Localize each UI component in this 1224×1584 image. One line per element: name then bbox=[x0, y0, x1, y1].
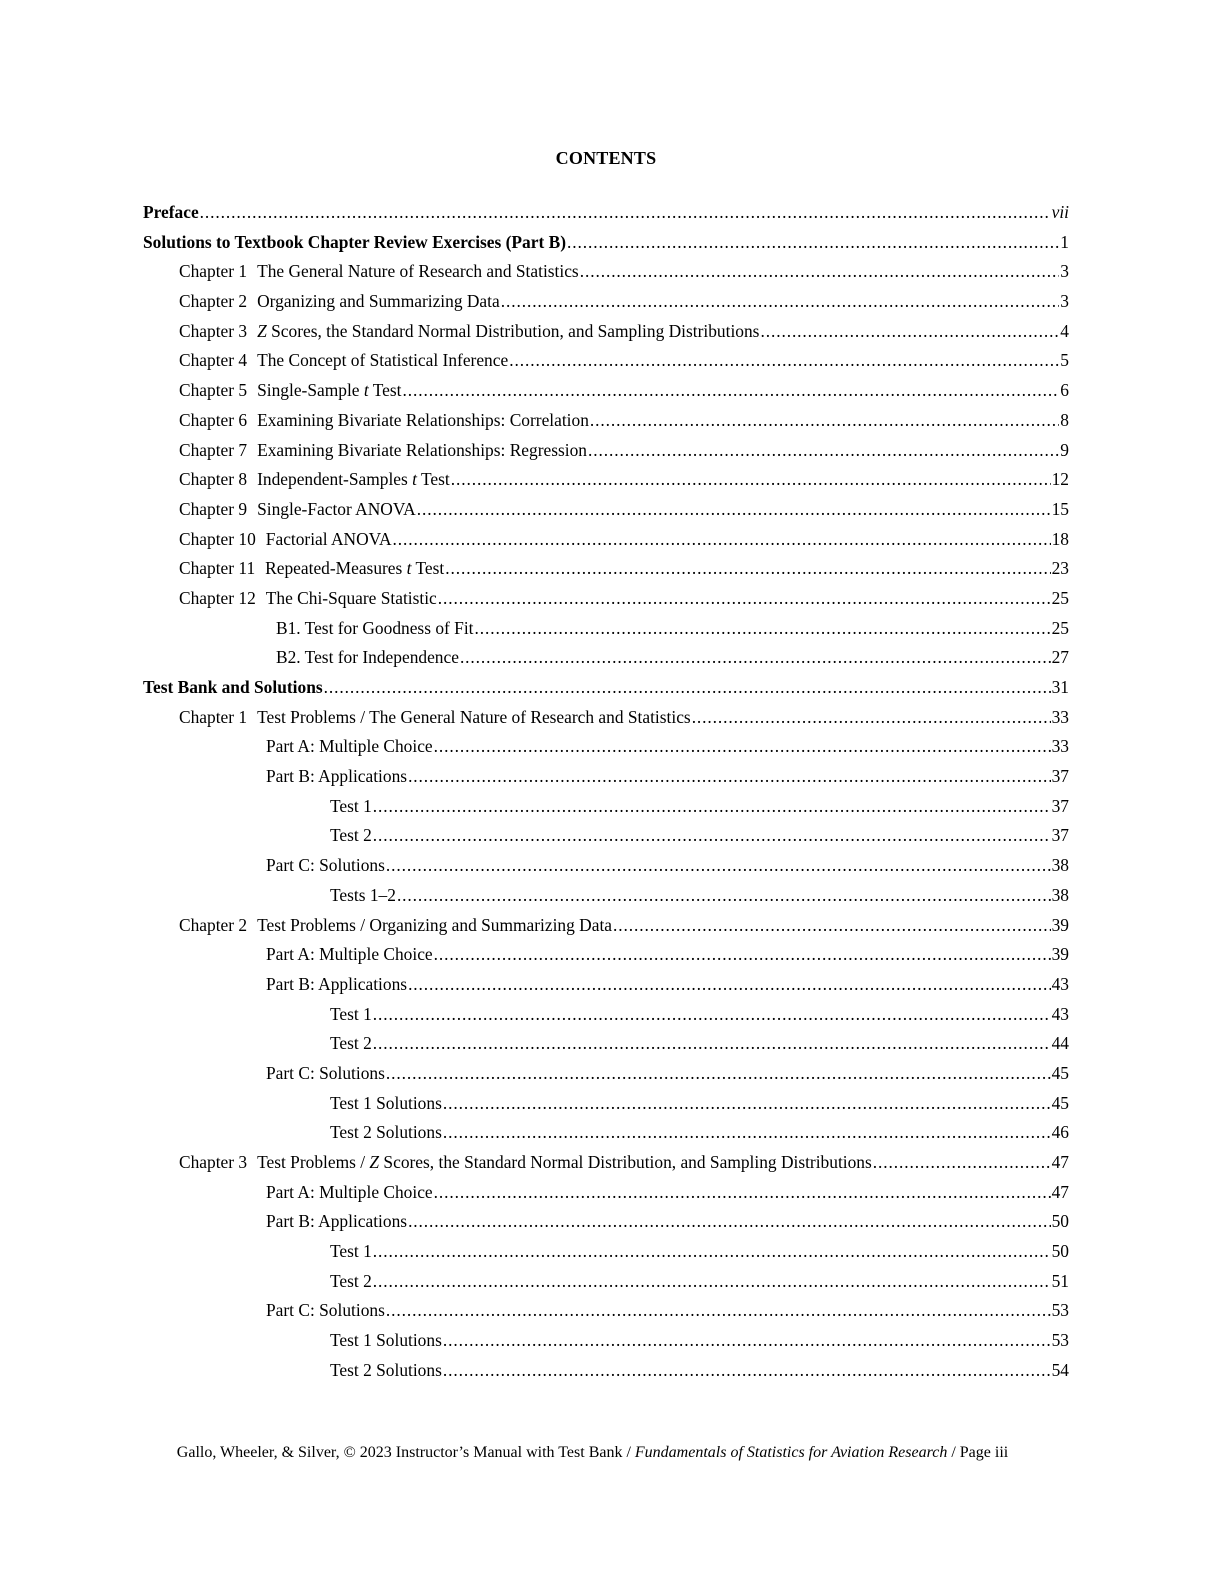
toc-entry-text: Part B: Applications bbox=[266, 766, 408, 787]
toc-chapter-number: Chapter 2 bbox=[179, 291, 248, 312]
toc-entry bbox=[143, 940, 1069, 970]
toc-dot-leader bbox=[445, 554, 1050, 584]
toc-entry-text-continued: Test bbox=[416, 469, 450, 490]
toc-entry-text: B1. Test for Goodness of Fit bbox=[276, 617, 474, 638]
toc-page-number: 53 bbox=[1051, 1300, 1069, 1321]
toc-entry bbox=[143, 1059, 1069, 1089]
toc-dot-leader bbox=[588, 436, 1059, 466]
toc-page-number: 8 bbox=[1060, 409, 1069, 430]
toc-entry-text: Preface bbox=[143, 202, 199, 222]
toc-entry-text-continued: Test bbox=[411, 558, 445, 579]
toc-page-number: 27 bbox=[1051, 647, 1069, 668]
toc-dot-leader bbox=[438, 584, 1051, 614]
toc-dot-leader bbox=[873, 1148, 1051, 1178]
toc-entry-text: Test Problems / Organizing and Summarizing Data bbox=[257, 914, 612, 935]
toc-entry bbox=[143, 762, 1069, 792]
toc-entry-text: Test 2 bbox=[330, 825, 372, 846]
toc-entry-text: Single-Sample bbox=[257, 380, 364, 401]
toc-dot-leader bbox=[373, 1029, 1051, 1059]
toc-entry bbox=[143, 851, 1069, 881]
toc-dot-leader bbox=[501, 287, 1060, 317]
toc-entry bbox=[143, 1029, 1069, 1059]
toc-entry-label bbox=[179, 703, 691, 733]
toc-entry-label bbox=[179, 525, 392, 555]
toc-entry bbox=[143, 376, 1069, 406]
toc-chapter-number: Chapter 8 bbox=[179, 469, 248, 490]
toc-dot-leader bbox=[408, 762, 1051, 792]
toc-entry-text: Test 1 Solutions bbox=[330, 1092, 442, 1113]
toc-entry-label bbox=[179, 495, 416, 525]
toc-entry-label bbox=[330, 1237, 372, 1267]
toc-entry-text: Part A: Multiple Choice bbox=[266, 736, 433, 757]
toc-entry bbox=[143, 1296, 1069, 1326]
toc-page-number: vii bbox=[1051, 202, 1069, 222]
toc-entry-label bbox=[330, 821, 372, 851]
toc-entry-text: B2. Test for Independence bbox=[276, 647, 459, 668]
toc-page-number: 9 bbox=[1060, 439, 1069, 460]
toc-page-number: 1 bbox=[1060, 231, 1069, 252]
toc-entry-label bbox=[330, 1000, 372, 1030]
toc-entry-italic-symbol: Z bbox=[369, 1152, 380, 1172]
toc-entry-label bbox=[143, 673, 323, 703]
toc-page-number: 38 bbox=[1051, 855, 1069, 876]
toc-entry-text: Examining Bivariate Relationships: Correlation bbox=[257, 409, 589, 430]
toc-entry-italic-symbol: t bbox=[406, 558, 412, 579]
toc-page-number: 5 bbox=[1060, 350, 1069, 371]
footer-page-number: / Page iii bbox=[947, 1444, 1009, 1461]
toc-page-number: 12 bbox=[1051, 469, 1069, 490]
toc-entry-label bbox=[266, 732, 433, 762]
toc-entry-label bbox=[179, 317, 759, 347]
toc-entry bbox=[143, 525, 1069, 555]
toc-entry bbox=[143, 436, 1069, 466]
toc-entry bbox=[143, 346, 1069, 376]
toc-page-number: 3 bbox=[1060, 261, 1069, 282]
toc-entry-text: Part A: Multiple Choice bbox=[266, 1181, 433, 1202]
toc-entry bbox=[143, 1237, 1069, 1267]
toc-entry bbox=[143, 1000, 1069, 1030]
toc-entry-text: Test 2 bbox=[330, 1033, 372, 1054]
toc-entry bbox=[143, 198, 1069, 228]
toc-page-number: 4 bbox=[1060, 320, 1069, 341]
toc-entry-text: Part A: Multiple Choice bbox=[266, 944, 433, 965]
toc-entry-label bbox=[266, 1207, 407, 1237]
toc-entry-text: Repeated-Measures bbox=[265, 558, 407, 579]
toc-entry-label bbox=[179, 436, 587, 466]
toc-entry-text: Test 2 bbox=[330, 1270, 372, 1291]
toc-entry bbox=[143, 703, 1069, 733]
toc-entry-label bbox=[330, 1118, 442, 1148]
toc-entry-label bbox=[179, 406, 589, 436]
toc-page-number: 37 bbox=[1051, 825, 1069, 846]
toc-dot-leader bbox=[760, 317, 1059, 347]
toc-dot-leader bbox=[580, 257, 1060, 287]
toc-entry bbox=[143, 554, 1069, 584]
toc-page-number: 15 bbox=[1051, 498, 1069, 519]
toc-dot-leader bbox=[475, 614, 1051, 644]
toc-page-number: 23 bbox=[1051, 558, 1069, 579]
toc-dot-leader bbox=[434, 940, 1051, 970]
toc-entry-label bbox=[266, 851, 385, 881]
toc-dot-leader bbox=[434, 732, 1051, 762]
toc-chapter-number: Chapter 11 bbox=[179, 558, 256, 579]
toc-entry-italic-symbol: t bbox=[363, 380, 369, 401]
toc-chapter-number: Chapter 1 bbox=[179, 261, 248, 282]
toc-page-number: 33 bbox=[1051, 736, 1069, 757]
toc-entry-text: Test 1 bbox=[330, 1003, 372, 1024]
toc-dot-leader bbox=[434, 1178, 1051, 1208]
toc-dot-leader bbox=[200, 198, 1051, 228]
toc-dot-leader bbox=[509, 346, 1059, 376]
toc-entry bbox=[143, 1267, 1069, 1297]
toc-entry-text: Part B: Applications bbox=[266, 973, 408, 994]
toc-entry-label bbox=[276, 614, 474, 644]
toc-entry bbox=[143, 821, 1069, 851]
toc-dot-leader bbox=[373, 1000, 1051, 1030]
toc-entry bbox=[143, 881, 1069, 911]
toc-page-number: 33 bbox=[1051, 706, 1069, 727]
footer-book-title: Fundamentals of Statistics for Aviation Research bbox=[634, 1444, 948, 1461]
toc-page-number: 25 bbox=[1051, 617, 1069, 638]
toc-chapter-number: Chapter 12 bbox=[179, 587, 256, 608]
page-footer bbox=[0, 1444, 1185, 1462]
toc-entry bbox=[143, 1326, 1069, 1356]
toc-entry bbox=[143, 911, 1069, 941]
toc-page-number: 43 bbox=[1051, 1003, 1069, 1024]
toc-entry-label bbox=[330, 1267, 372, 1297]
toc-entry-text: Independent-Samples bbox=[257, 469, 413, 490]
toc-dot-leader bbox=[386, 1059, 1051, 1089]
toc-entry-text: The General Nature of Research and Statistics bbox=[257, 261, 579, 282]
toc-entry bbox=[143, 1089, 1069, 1119]
toc-entry-text: Part C: Solutions bbox=[266, 855, 385, 876]
toc-entry-text-continued: Scores, the Standard Normal Distribution, and Sampling Distributions bbox=[379, 1152, 872, 1172]
toc-entry-text: Part C: Solutions bbox=[266, 1300, 385, 1321]
toc-dot-leader bbox=[373, 1237, 1051, 1267]
toc-chapter-number: Chapter 4 bbox=[179, 350, 248, 371]
toc-entry-text: Test Problems / The General Nature of Research and Statistics bbox=[257, 706, 691, 727]
toc-chapter-number: Chapter 10 bbox=[179, 528, 256, 549]
toc-page-number: 43 bbox=[1051, 973, 1069, 994]
toc-entry bbox=[143, 673, 1069, 703]
toc-dot-leader bbox=[397, 881, 1051, 911]
toc-dot-leader bbox=[393, 525, 1051, 555]
toc-entry bbox=[143, 614, 1069, 644]
toc-dot-leader bbox=[443, 1326, 1051, 1356]
toc-dot-leader bbox=[408, 970, 1051, 1000]
toc-entry-text: Test 2 Solutions bbox=[330, 1359, 442, 1380]
toc-entry-label bbox=[266, 1059, 385, 1089]
toc-entry-label bbox=[179, 584, 437, 614]
toc-entry-italic-symbol: Z bbox=[257, 320, 267, 341]
toc-entry-text: Part B: Applications bbox=[266, 1211, 408, 1232]
toc-chapter-number: Chapter 5 bbox=[179, 380, 248, 401]
toc-page-number: 47 bbox=[1051, 1181, 1069, 1202]
toc-entry-text: The Concept of Statistical Inference bbox=[257, 350, 509, 371]
toc-dot-leader bbox=[408, 1207, 1051, 1237]
toc-entry-text-continued: Scores, the Standard Normal Distribution, and Sampling Distributions bbox=[266, 320, 760, 341]
toc-entry bbox=[143, 287, 1069, 317]
toc-entry-text: Part C: Solutions bbox=[266, 1062, 385, 1083]
toc-dot-leader bbox=[451, 465, 1051, 495]
toc-dot-leader bbox=[460, 643, 1051, 673]
toc-entry-label bbox=[179, 465, 450, 495]
toc-entry bbox=[143, 970, 1069, 1000]
table-of-contents bbox=[143, 198, 1069, 1386]
toc-page-number: 39 bbox=[1051, 944, 1069, 965]
toc-entry-label bbox=[330, 1089, 442, 1119]
toc-entry-text: The Chi-Square Statistic bbox=[265, 587, 437, 608]
toc-entry-text: Test Bank and Solutions bbox=[143, 677, 323, 697]
toc-page-number: 44 bbox=[1051, 1033, 1069, 1054]
toc-entry-label bbox=[330, 1029, 372, 1059]
toc-dot-leader bbox=[386, 1296, 1051, 1326]
toc-entry-label bbox=[330, 1326, 442, 1356]
toc-entry-label bbox=[330, 792, 372, 822]
toc-entry-label bbox=[179, 911, 612, 941]
toc-page-number: 53 bbox=[1051, 1330, 1069, 1351]
toc-page-number: 50 bbox=[1051, 1241, 1069, 1262]
toc-entry-label bbox=[179, 346, 508, 376]
toc-entry-label bbox=[179, 257, 579, 287]
toc-entry-text: Test 1 bbox=[330, 1241, 372, 1262]
toc-page-number: 47 bbox=[1051, 1152, 1069, 1172]
toc-dot-leader bbox=[443, 1356, 1051, 1386]
toc-entry-label bbox=[330, 1356, 442, 1386]
toc-page-number: 50 bbox=[1051, 1211, 1069, 1232]
toc-chapter-number: Chapter 7 bbox=[179, 439, 248, 460]
toc-entry-label bbox=[266, 970, 407, 1000]
toc-entry-text: Single-Factor ANOVA bbox=[257, 498, 416, 519]
toc-dot-leader bbox=[386, 851, 1051, 881]
toc-entry bbox=[143, 228, 1069, 258]
toc-entry bbox=[143, 792, 1069, 822]
toc-page-number: 3 bbox=[1060, 291, 1069, 312]
toc-entry-text: Organizing and Summarizing Data bbox=[257, 291, 500, 312]
toc-page-number: 54 bbox=[1051, 1359, 1069, 1380]
toc-page-number: 37 bbox=[1051, 795, 1069, 816]
toc-entry bbox=[143, 1118, 1069, 1148]
toc-entry-label bbox=[266, 1178, 433, 1208]
toc-entry bbox=[143, 406, 1069, 436]
toc-entry-label bbox=[179, 1148, 872, 1178]
toc-entry bbox=[143, 732, 1069, 762]
toc-entry-label bbox=[179, 554, 444, 584]
toc-dot-leader bbox=[373, 1267, 1051, 1297]
toc-dot-leader bbox=[417, 495, 1051, 525]
toc-entry-text: Factorial ANOVA bbox=[265, 528, 392, 549]
toc-page-number: 31 bbox=[1051, 677, 1069, 697]
page-title: CONTENTS bbox=[555, 148, 657, 168]
toc-dot-leader bbox=[692, 703, 1051, 733]
toc-page-number: 37 bbox=[1051, 766, 1069, 787]
toc-entry bbox=[143, 643, 1069, 673]
toc-entry-text: Tests 1–2 bbox=[330, 884, 396, 905]
toc-page-number: 38 bbox=[1051, 884, 1069, 905]
toc-entry-text-continued: Test bbox=[368, 380, 402, 401]
toc-page-number: 46 bbox=[1051, 1122, 1069, 1143]
toc-page-number: 18 bbox=[1051, 528, 1069, 549]
toc-entry-label bbox=[143, 228, 566, 258]
toc-entry-label bbox=[179, 287, 500, 317]
toc-entry-label bbox=[143, 198, 199, 228]
toc-dot-leader bbox=[373, 792, 1051, 822]
toc-chapter-number: Chapter 6 bbox=[179, 409, 248, 430]
footer-authors: Gallo, Wheeler, & Silver, © 2023 Instructor’s Manual with Test Bank / bbox=[176, 1444, 635, 1461]
toc-entry-text: Solutions to Textbook Chapter Review Exercises (Part B) bbox=[143, 231, 567, 252]
toc-page-number: 51 bbox=[1051, 1270, 1069, 1291]
toc-entry bbox=[143, 1356, 1069, 1386]
toc-dot-leader bbox=[567, 228, 1059, 258]
toc-page-number: 45 bbox=[1051, 1092, 1069, 1113]
toc-entry bbox=[143, 495, 1069, 525]
toc-page-number: 39 bbox=[1051, 914, 1069, 935]
toc-dot-leader bbox=[402, 376, 1059, 406]
toc-entry-label bbox=[330, 881, 396, 911]
toc-dot-leader bbox=[613, 911, 1051, 941]
toc-entry bbox=[143, 317, 1069, 347]
toc-dot-leader bbox=[373, 821, 1051, 851]
toc-chapter-number: Chapter 9 bbox=[179, 498, 248, 519]
toc-entry-label bbox=[179, 376, 401, 406]
toc-entry-label bbox=[266, 762, 407, 792]
toc-dot-leader bbox=[590, 406, 1059, 436]
toc-entry bbox=[143, 584, 1069, 614]
toc-entry-text: Test 1 Solutions bbox=[330, 1330, 442, 1351]
toc-entry-text: Test 2 Solutions bbox=[330, 1122, 442, 1143]
toc-entry-text: Examining Bivariate Relationships: Regression bbox=[257, 439, 587, 460]
toc-entry-italic-symbol: t bbox=[412, 469, 417, 490]
toc-entry bbox=[143, 1148, 1069, 1178]
toc-dot-leader bbox=[443, 1089, 1051, 1119]
toc-entry bbox=[143, 1207, 1069, 1237]
toc-chapter-number: Chapter 2 bbox=[179, 914, 248, 935]
toc-entry bbox=[143, 465, 1069, 495]
toc-entry-label bbox=[276, 643, 459, 673]
toc-entry-text: Test Problems / bbox=[257, 1152, 370, 1172]
toc-entry-text: Test 1 bbox=[330, 795, 372, 816]
toc-dot-leader bbox=[324, 673, 1051, 703]
toc-page-number: 6 bbox=[1060, 380, 1069, 401]
toc-chapter-number: Chapter 3 bbox=[179, 1152, 248, 1172]
toc-entry bbox=[143, 1178, 1069, 1208]
toc-page-number: 25 bbox=[1051, 587, 1069, 608]
toc-chapter-number: Chapter 1 bbox=[179, 706, 248, 727]
toc-entry-label bbox=[266, 940, 433, 970]
toc-page-number: 45 bbox=[1051, 1062, 1069, 1083]
toc-dot-leader bbox=[443, 1118, 1051, 1148]
toc-chapter-number: Chapter 3 bbox=[179, 320, 248, 341]
toc-entry bbox=[143, 257, 1069, 287]
toc-entry-label bbox=[266, 1296, 385, 1326]
